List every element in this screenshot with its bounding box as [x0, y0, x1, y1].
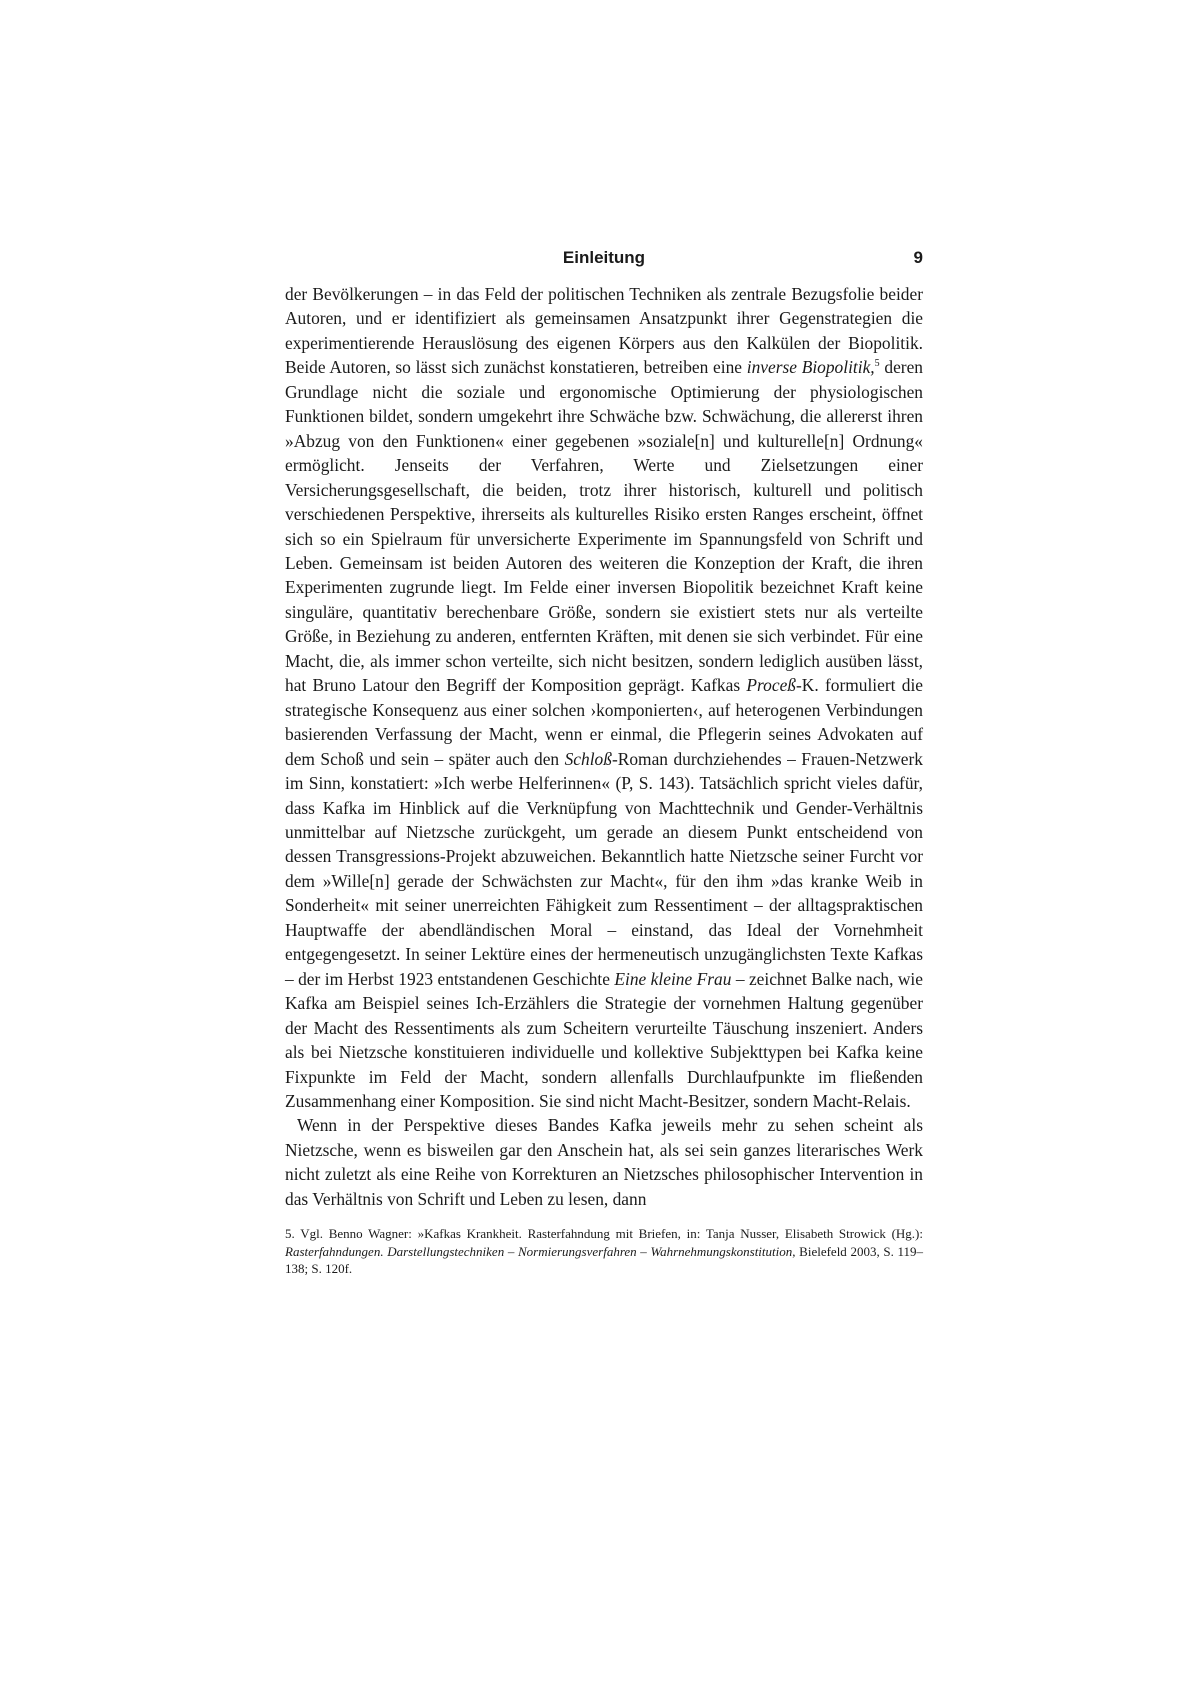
paragraph-1-text-b: deren Grundlage nicht die soziale und ergonomische Optimierung der physiologischen Funktionen bildet, sondern umgekehrt ihre Schwäche bzw. Schwächung, die allererst ihren »Abzug von den Funktionen« einer gegebenen »soziale[n] und kulturelle[n] Ordnung« ermöglicht. Jenseits der Verfahren, Werte und Zielsetzungen einer Versicherungsgesellschaft, die beiden, trotz ihrer historisch, kulturell und politisch verschiedenen Perspektive, ihrerseits als kulturelles Risiko ersten Ranges erscheint, öffnet sich so ein Spielraum für unversicherte Experimente im Spannungsfeld von Schrift und Leben. Gemeinsam ist beiden Autoren des weiteren die Konzeption der Kraft, die ihren Experimenten zugrunde liegt. Im Felde einer inversen Biopolitik bezeichnet Kraft keine singuläre, quantitativ berechenbare Größe, sondern sie existiert stets nur als verteilte Größe, in Beziehung zu anderen, entfernten Kräften, mit denen sie sich verbindet. Für eine Macht, die, als immer schon verteilte, sich nicht besitzen, sondern lediglich ausüben lässt, hat Bruno Latour den Begriff der Komposition geprägt. Kafkas [285, 357, 923, 696]
footnote-title: Rasterfahndungen. Darstellungstechniken – Normierungsverfahren – Wahrnehmungskonstitution [285, 1243, 793, 1259]
emphasis-schloss: Schloß [564, 748, 612, 769]
paragraph-1-text-a: der Bevölkerungen – in das Feld der politischen Techniken als zentrale Bezugsfolie beider Autoren, und er identifiziert als gemeinsamen Ansatzpunkt ihrer Gegenstrategien die experimentierende Herauslösung des eigenen Körpers aus den Kalkülen der Biopolitik. Beide Autoren, so lässt sich zunächst konstatieren, betreiben eine [285, 284, 923, 378]
page-number: 9 [913, 248, 923, 267]
footnote-5 [285, 1225, 923, 1278]
book-page [285, 246, 923, 1278]
paragraph-1 [285, 282, 923, 1113]
emphasis-inverse-biopolitik: inverse Biopolitik, [746, 357, 875, 378]
chapter-title: Einleitung [562, 248, 646, 267]
paragraph-1-text-c: -K. formuliert die strategische Konsequenz aus einer solchen ›komponierten‹, auf heterogenen Verbindungen basierenden Verfassung der Macht, wenn er einmal, die Pflegerin seines Advokaten auf dem Schoß und sein – später auch den [285, 675, 923, 769]
footnote-text-b: , Bielefeld 2003, S. 119–138; S. 120f. [285, 1243, 923, 1277]
body-text [285, 282, 923, 1211]
footnote-ref-5[interactable]: 5 [874, 358, 880, 370]
emphasis-eine-kleine-frau: Eine kleine Frau [614, 968, 732, 989]
running-head [285, 246, 923, 272]
paragraph-1-text-d: -Roman durchziehendes – Frauen-Netzwerk im Sinn, konstatiert: »Ich werbe Helferinnen« (P, S. 143). Tatsächlich spricht vieles dafür, dass Kafka im Hinblick auf die Verknüpfung von Machttechnik und Gender-Verhältnis unmittelbar auf Nietzsche zurückgeht, um gerade an diesem Punkt entscheidend von dessen Transgressions-Projekt abzuweichen. Bekanntlich hatte Nietzsche seiner Furcht vor dem »Wille[n] gerade der Schwächsten zur Macht«, für den ihm »das kranke Weib in Sonderheit« mit seiner unerreichten Fähigkeit zum Ressentiment – der alltagspraktischen Hauptwaffe der abendländischen Moral – einstand, das Ideal der Vornehmheit entgegengesetzt. In seiner Lektüre eines der hermeneutisch unzugänglichsten Texte Kafkas – der im Herbst 1923 entstandenen Geschichte [285, 748, 923, 989]
paragraph-1-text-e: – zeichnet Balke nach, wie Kafka am Beispiel seines Ich-Erzählers die Strategie der vornehmen Haltung gegenüber der Macht des Ressentiments als zum Scheitern verurteilte Täuschung inszeniert. Anders als bei Nietzsche konstituieren individuelle und kollektive Subjekttypen bei Kafka keine Fixpunkte im Feld der Macht, sondern allenfalls Durchlaufpunkte im fließenden Zusammenhang einer Komposition. Sie sind nicht Macht-Besitzer, sondern Macht-Relais. [285, 968, 923, 1111]
paragraph-2: Wenn in der Perspektive dieses Bandes Kafka jeweils mehr zu sehen scheint als Nietzsche, wenn es bisweilen gar den Anschein hat, als sei sein ganzes literarisches Werk nicht zuletzt als eine Reihe von Korrekturen an Nietzsches philosophischer Intervention in das Verhältnis von Schrift und Leben zu lesen, dann [285, 1115, 923, 1209]
footnote-area [285, 1225, 923, 1278]
emphasis-process: Proceß [746, 675, 796, 696]
footnote-text-a: Vgl. Benno Wagner: »Kafkas Krankheit. Rasterfahndung mit Briefen, in: Tanja Nusser, Elisabeth Strowick (Hg.): [294, 1226, 923, 1242]
footnote-number: 5. [285, 1226, 295, 1242]
